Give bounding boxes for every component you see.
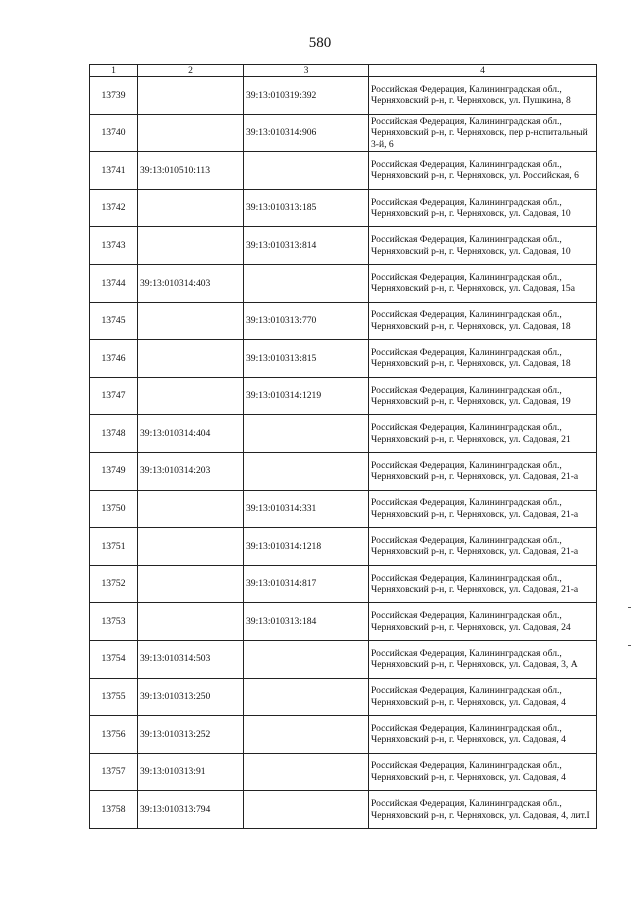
cadastral-number-cell-col2	[138, 490, 244, 528]
address-cell: Российская Федерация, Калининградская обл., Черняховский р-н, г. Черняховск, ул. Садовая, 4	[369, 716, 597, 754]
table-row	[90, 528, 597, 566]
table-row	[90, 490, 597, 528]
cadastral-number-cell-col2	[138, 603, 244, 641]
table-row	[90, 415, 597, 453]
registry-table	[89, 64, 597, 829]
column-header-1: 1	[90, 65, 138, 77]
address-cell: Российская Федерация, Калининградская обл., Черняховский р-н, г. Черняховск, ул. Садовая, 19	[369, 377, 597, 415]
cadastral-number-cell-col2: 39:13:010314:503	[138, 640, 244, 678]
table-row	[90, 753, 597, 791]
cadastral-number-cell-col2	[138, 77, 244, 115]
cadastral-number-cell-col2: 39:13:010314:404	[138, 415, 244, 453]
address-cell: Российская Федерация, Калининградская обл., Черняховский р-н, г. Черняховск, ул. Пушкина, 8	[369, 77, 597, 115]
table-row	[90, 114, 597, 152]
address-cell: Российская Федерация, Калининградская обл., Черняховский р-н, г. Черняховск, ул. Садовая, 3, А	[369, 640, 597, 678]
table-row	[90, 603, 597, 641]
address-cell: Российская Федерация, Калининградская обл., Черняховский р-н, г. Черняховск, ул. Садовая, 21-а	[369, 528, 597, 566]
cadastral-number-cell-col2: 39:13:010313:250	[138, 678, 244, 716]
cadastral-number-cell-col3: 39:13:010314:331	[244, 490, 369, 528]
cadastral-number-cell-col3: 39:13:010313:184	[244, 603, 369, 641]
address-cell: Российская Федерация, Калининградская обл., Черняховский р-н, г. Черняховск, ул. Садовая, 18	[369, 302, 597, 340]
row-number-cell: 13745	[90, 302, 138, 340]
row-number-cell: 13748	[90, 415, 138, 453]
cadastral-number-cell-col2	[138, 189, 244, 227]
cadastral-number-cell-col2	[138, 528, 244, 566]
row-number-cell: 13757	[90, 753, 138, 791]
table-row	[90, 340, 597, 378]
address-cell: Российская Федерация, Калининградская обл., Черняховский р-н, г. Черняховск, ул. Садовая, 21-а	[369, 565, 597, 603]
cadastral-number-cell-col3: 39:13:010314:1218	[244, 528, 369, 566]
row-number-cell: 13755	[90, 678, 138, 716]
page-number: 580	[308, 35, 332, 51]
table-row	[90, 640, 597, 678]
column-header-3: 3	[244, 65, 369, 77]
cadastral-number-cell-col3	[244, 716, 369, 754]
cadastral-number-cell-col2: 39:13:010314:203	[138, 452, 244, 490]
cadastral-number-cell-col3: 39:13:010314:817	[244, 565, 369, 603]
margin-mark	[628, 607, 631, 608]
cadastral-number-cell-col3	[244, 753, 369, 791]
address-cell: Российская Федерация, Калининградская обл., Черняховский р-н, г. Черняховск, ул. Российская, 6	[369, 152, 597, 190]
table-row	[90, 678, 597, 716]
table-row	[90, 791, 597, 829]
cadastral-number-cell-col3	[244, 452, 369, 490]
cadastral-number-cell-col3	[244, 264, 369, 302]
row-number-cell: 13752	[90, 565, 138, 603]
cadastral-number-cell-col3	[244, 415, 369, 453]
cadastral-number-cell-col2: 39:13:010313:252	[138, 716, 244, 754]
row-number-cell: 13754	[90, 640, 138, 678]
cadastral-number-cell-col3: 39:13:010314:906	[244, 114, 369, 152]
column-header-2: 2	[138, 65, 244, 77]
address-cell: Российская Федерация, Калининградская обл., Черняховский р-н, г. Черняховск, пер р-нспитальный 3-й, 6	[369, 114, 597, 152]
cadastral-number-cell-col3: 39:13:010319:392	[244, 77, 369, 115]
cadastral-number-cell-col2	[138, 340, 244, 378]
row-number-cell: 13743	[90, 227, 138, 265]
row-number-cell: 13740	[90, 114, 138, 152]
row-number-cell: 13749	[90, 452, 138, 490]
cadastral-number-cell-col3	[244, 640, 369, 678]
address-cell: Российская Федерация, Калининградская обл., Черняховский р-н, г. Черняховск, ул. Садовая, 4	[369, 678, 597, 716]
row-number-cell: 13751	[90, 528, 138, 566]
table-row	[90, 377, 597, 415]
row-number-cell: 13758	[90, 791, 138, 829]
address-cell: Российская Федерация, Калининградская обл., Черняховский р-н, г. Черняховск, ул. Садовая, 10	[369, 227, 597, 265]
cadastral-number-cell-col2: 39:13:010313:794	[138, 791, 244, 829]
table-row	[90, 452, 597, 490]
cadastral-number-cell-col2	[138, 377, 244, 415]
table-row	[90, 565, 597, 603]
header-row	[90, 65, 597, 77]
address-cell: Российская Федерация, Калининградская обл., Черняховский р-н, г. Черняховск, ул. Садовая, 4, лит.I	[369, 791, 597, 829]
row-number-cell: 13756	[90, 716, 138, 754]
table-row	[90, 264, 597, 302]
address-cell: Российская Федерация, Калининградская обл., Черняховский р-н, г. Черняховск, ул. Садовая, 10	[369, 189, 597, 227]
row-number-cell: 13744	[90, 264, 138, 302]
column-header-4: 4	[369, 65, 597, 77]
row-number-cell: 13746	[90, 340, 138, 378]
cadastral-number-cell-col3: 39:13:010313:815	[244, 340, 369, 378]
address-cell: Российская Федерация, Калининградская обл., Черняховский р-н, г. Черняховск, ул. Садовая, 21-а	[369, 452, 597, 490]
table-body	[90, 77, 597, 829]
cadastral-number-cell-col3	[244, 678, 369, 716]
cadastral-number-cell-col3	[244, 791, 369, 829]
address-cell: Российская Федерация, Калининградская обл., Черняховский р-н, г. Черняховск, ул. Садовая, 18	[369, 340, 597, 378]
table-row	[90, 152, 597, 190]
table-row	[90, 302, 597, 340]
table-row	[90, 189, 597, 227]
cadastral-number-cell-col2	[138, 114, 244, 152]
cadastral-number-cell-col2	[138, 302, 244, 340]
address-cell: Российская Федерация, Калининградская обл., Черняховский р-н, г. Черняховск, ул. Садовая, 4	[369, 753, 597, 791]
address-cell: Российская Федерация, Калининградская обл., Черняховский р-н, г. Черняховск, ул. Садовая, 21-а	[369, 490, 597, 528]
row-number-cell: 13739	[90, 77, 138, 115]
table-header	[90, 65, 597, 77]
margin-mark	[628, 645, 631, 646]
address-cell: Российская Федерация, Калининградская обл., Черняховский р-н, г. Черняховск, ул. Садовая, 24	[369, 603, 597, 641]
cadastral-number-cell-col3: 39:13:010314:1219	[244, 377, 369, 415]
cadastral-number-cell-col3: 39:13:010313:185	[244, 189, 369, 227]
cadastral-number-cell-col2: 39:13:010314:403	[138, 264, 244, 302]
cadastral-number-cell-col3: 39:13:010313:770	[244, 302, 369, 340]
row-number-cell: 13750	[90, 490, 138, 528]
table-row	[90, 77, 597, 115]
cadastral-number-cell-col2	[138, 565, 244, 603]
row-number-cell: 13747	[90, 377, 138, 415]
address-cell: Российская Федерация, Калининградская обл., Черняховский р-н, г. Черняховск, ул. Садовая, 15а	[369, 264, 597, 302]
address-cell: Российская Федерация, Калининградская обл., Черняховский р-н, г. Черняховск, ул. Садовая, 21	[369, 415, 597, 453]
cadastral-number-cell-col2: 39:13:010313:91	[138, 753, 244, 791]
cadastral-number-cell-col3: 39:13:010313:814	[244, 227, 369, 265]
row-number-cell: 13741	[90, 152, 138, 190]
cadastral-number-cell-col2	[138, 227, 244, 265]
table-row	[90, 716, 597, 754]
row-number-cell: 13753	[90, 603, 138, 641]
row-number-cell: 13742	[90, 189, 138, 227]
cadastral-number-cell-col3	[244, 152, 369, 190]
cadastral-number-cell-col2: 39:13:010510:113	[138, 152, 244, 190]
table-row	[90, 227, 597, 265]
